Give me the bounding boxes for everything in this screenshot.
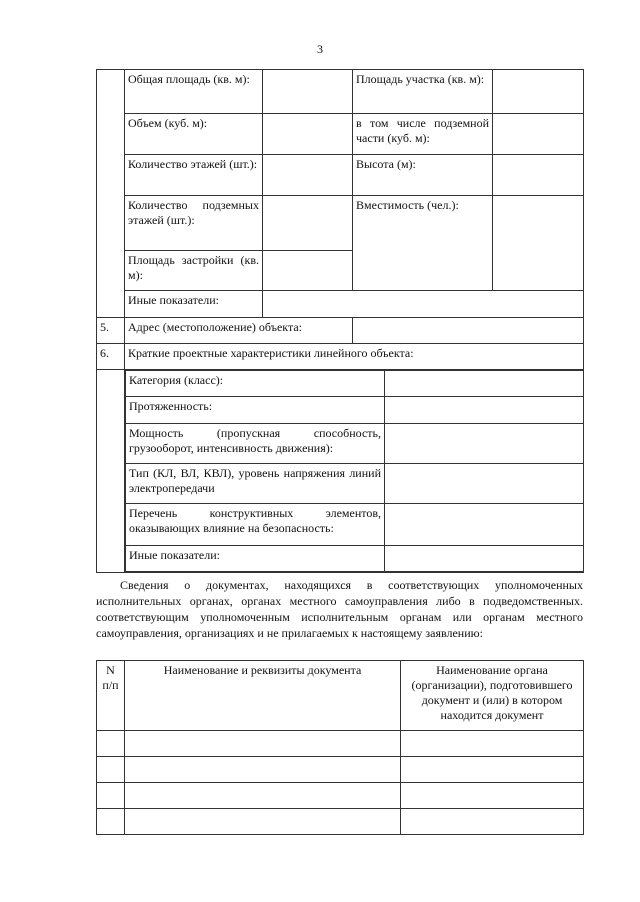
line-type-value[interactable]	[385, 464, 584, 504]
underground-floors-value[interactable]	[263, 196, 353, 251]
structural-elements-label: Перечень конструктивных элементов, оказывающих влияние на безопасность:	[126, 504, 385, 546]
other-indicators-label: Иные показатели:	[125, 291, 263, 318]
row-organization-cell[interactable]	[401, 809, 584, 835]
length-label: Протяженность:	[126, 397, 385, 424]
plot-area-label: Площадь участка (кв. м):	[353, 70, 493, 114]
header-organization: Наименование органа (организации), подготовившего документ и (или) в котором находится документ	[401, 661, 584, 731]
row-number-cell[interactable]	[97, 757, 125, 783]
address-label: Адрес (местоположение) объекта:	[125, 318, 353, 344]
header-number: N п/п	[97, 661, 125, 731]
row-number-cell[interactable]	[97, 783, 125, 809]
floors-count-value[interactable]	[263, 155, 353, 196]
other-linear-indicators-value[interactable]	[385, 546, 584, 572]
row-number-cell[interactable]	[97, 809, 125, 835]
capacity-label: Вместимость (чел.):	[353, 196, 493, 291]
height-label: Высота (м):	[353, 155, 493, 196]
row5-number: 5.	[97, 318, 125, 344]
underground-floors-label: Количество подземных этажей (шт.):	[125, 196, 263, 251]
linear-object-label: Краткие проектные характеристики линейного объекта:	[125, 344, 584, 370]
total-area-value[interactable]	[263, 70, 353, 114]
volume-label: Объем (куб. м):	[125, 114, 263, 155]
header-document: Наименование и реквизиты документа	[125, 661, 401, 731]
row-document-cell[interactable]	[125, 809, 401, 835]
building-area-label: Площадь застройки (кв. м):	[125, 251, 263, 291]
table-row	[97, 757, 584, 783]
length-value[interactable]	[385, 397, 584, 424]
other-linear-indicators-label: Иные показатели:	[126, 546, 385, 572]
line-type-label: Тип (КЛ, ВЛ, КВЛ), уровень напряжения линий электропередачи	[126, 464, 385, 504]
row6-number: 6.	[97, 344, 125, 370]
building-area-value[interactable]	[263, 251, 353, 291]
structural-elements-value[interactable]	[385, 504, 584, 546]
row-number-cell[interactable]	[97, 731, 125, 757]
object-characteristics-table	[96, 69, 584, 573]
table-row	[97, 809, 584, 835]
row-document-cell[interactable]	[125, 731, 401, 757]
address-value[interactable]	[353, 318, 584, 344]
other-indicators-value[interactable]	[263, 291, 584, 318]
capacity-power-value[interactable]	[385, 424, 584, 464]
row-organization-cell[interactable]	[401, 757, 584, 783]
row-document-cell[interactable]	[125, 757, 401, 783]
category-label: Категория (класс):	[126, 371, 385, 397]
documents-table	[96, 660, 584, 835]
table-row	[97, 783, 584, 809]
table-row	[97, 731, 584, 757]
linear-object-block	[125, 370, 584, 573]
row-organization-cell[interactable]	[401, 783, 584, 809]
block4-number-cell	[97, 70, 125, 318]
capacity-value[interactable]	[493, 196, 584, 291]
underground-volume-value[interactable]	[493, 114, 584, 155]
block6-number-cell	[97, 370, 125, 573]
row-document-cell[interactable]	[125, 783, 401, 809]
height-value[interactable]	[493, 155, 584, 196]
floors-count-label: Количество этажей (шт.):	[125, 155, 263, 196]
underground-volume-label: в том числе подземной части (куб. м):	[353, 114, 493, 155]
documents-info-paragraph: Сведения о документах, находящихся в соответствующих уполномоченных исполнительных органах, органах местного самоуправления либо в подведомственных. соответствующим уполномоченным исполнительным органам или органам местного самоуправления, организациях и не прилагаемых к настоящему заявлению:	[96, 578, 583, 640]
plot-area-value[interactable]	[493, 70, 584, 114]
row-organization-cell[interactable]	[401, 731, 584, 757]
volume-value[interactable]	[263, 114, 353, 155]
total-area-label: Общая площадь (кв. м):	[125, 70, 263, 114]
capacity-power-label: Мощность (пропускная способность, грузооборот, интенсивность движения):	[126, 424, 385, 464]
page-number: 3	[317, 42, 323, 56]
category-value[interactable]	[385, 371, 584, 397]
